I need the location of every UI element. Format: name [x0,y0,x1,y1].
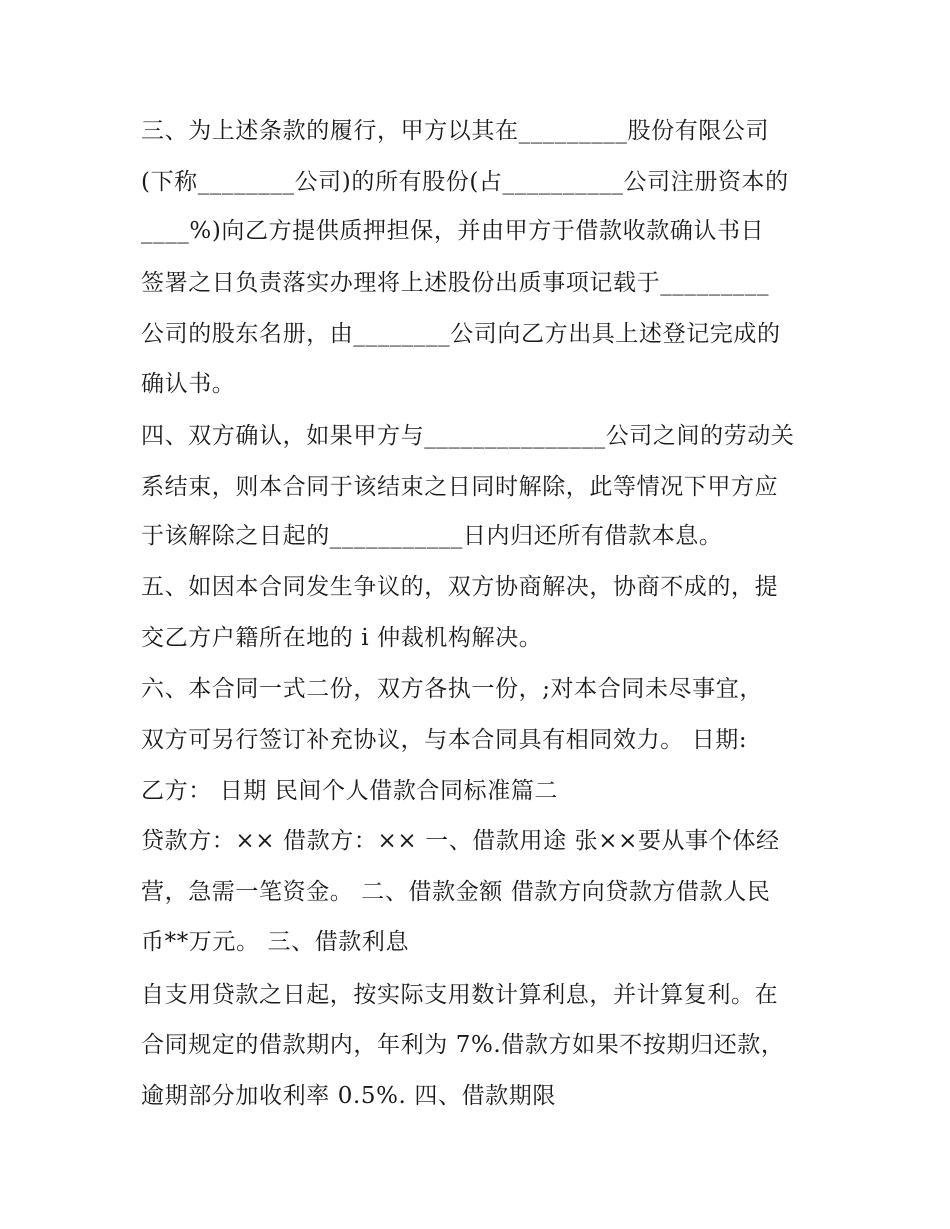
text-line: 自支用贷款之日起，按实际支用数计算利息，并计算复利。在 [141,982,779,1008]
text-line: 合同规定的借款期内，年利为 7%.借款方如果不按期归还款， [141,1032,785,1058]
text-line: (下称________公司)的所有股份(占__________公司注册资本的 [141,169,789,195]
text-line: ____%)向乙方提供质押担保，并由甲方于借款收款确认书日 [141,218,765,244]
text-line: 营，急需一笔资金。 二、借款金额 借款方向贷款方借款人民 [141,879,771,905]
text-line: 乙方： 日期 民间个人借款合同标准篇二 [141,778,559,804]
text-line: 三、为上述条款的履行，甲方以其在_________股份有限公司 [141,118,770,144]
text-line: 贷款方：×× 借款方：×× 一、借款用途 张××要从事个体经 [141,828,780,854]
text-line: 确认书。 [141,371,236,397]
text-line: 于该解除之日起的___________日内归还所有借款本息。 [141,523,723,549]
text-line: 双方可另行签订补充协议，与本合同具有相同效力。 日期: [141,727,748,753]
text-line: 币**万元。 三、借款利息 [141,929,410,955]
text-line: 签署之日负责落实办理将上述股份出质事项记载于_________ [141,270,770,296]
text-line: 系结束，则本合同于该结束之日同时解除，此等情况下甲方应 [141,474,779,500]
text-line: 五、如因本合同发生争议的，双方协商解决，协商不成的，提 [141,574,779,600]
text-line: 交乙方户籍所在地的 i 仲裁机构解决。 [141,625,543,651]
text-line: 六、本合同一式二份，双方各执一份，;对本合同未尽事宜， [141,676,763,702]
text-line: 逾期部分加收利率 0.5%. 四、借款期限 [141,1083,556,1109]
text-line: 四、双方确认，如果甲方与_______________公司之间的劳动关 [141,423,795,449]
text-line: 公司的股东名册，由________公司向乙方出具上述登记完成的 [141,321,781,347]
